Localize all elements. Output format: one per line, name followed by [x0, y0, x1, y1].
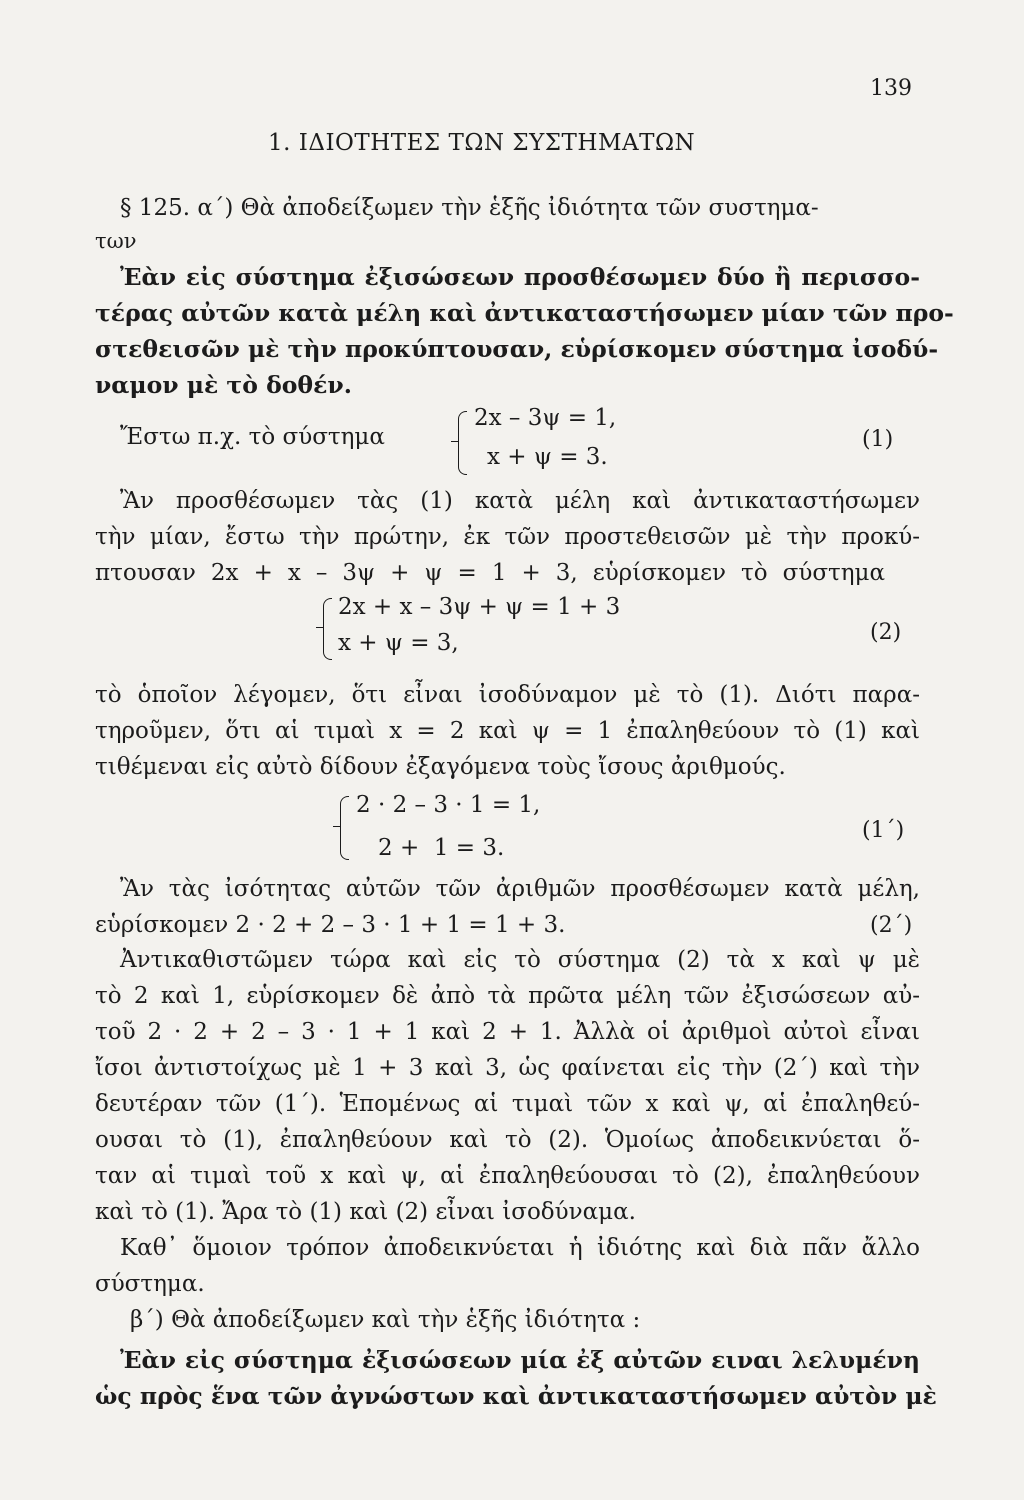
- paragraph-line: ταν αἱ τιμαὶ τοῦ x καὶ ψ, αἱ ἐπαληθεύουσαι τὸ (2), ἐπαληθεύουν: [95, 1163, 920, 1189]
- theorem1-line: ναμον μὲ τὸ δοθέν.: [95, 371, 352, 399]
- system1-label: (1): [862, 427, 894, 452]
- intro-line: § 125. α΄) Θὰ ἀποδείξωμεν τὴν ἑξῆς ἰδιότητα τῶν συστημα-: [120, 195, 819, 221]
- paragraph-line: τὸ ὁποῖον λέγομεν, ὅτι εἶναι ἰσοδύναμον μὲ τὸ (1). Διότι παρα-: [95, 682, 920, 708]
- system1-brace-tip: [451, 441, 458, 442]
- paragraph-line: τὸ 2 καὶ 1, εὑρίσκομεν δὲ ἀπὸ τὰ πρῶτα μέλη τῶν ἐξισώσεων αὐ-: [95, 983, 920, 1009]
- section-heading: 1. ΙΔΙΟΤΗΤΕΣ ΤΩΝ ΣΥΣΤΗΜΑΤΩΝ: [268, 130, 696, 156]
- theorem1-line: στεθεισῶν μὲ τὴν προκύπτουσαν, εὑρίσκομεν σύστημα ἰσοδύ-: [95, 335, 939, 363]
- theorem2-line: Ἐὰν εἰς σύστημα ἐξισώσεων μία ἐξ αὐτῶν ειναι λελυμένη: [120, 1346, 920, 1374]
- part-b-intro: β΄) Θὰ ἀποδείξωμεν καὶ τὴν ἑξῆς ἰδιότητα :: [130, 1307, 641, 1333]
- system1-eq1: 2x – 3ψ = 1,: [474, 405, 617, 431]
- paragraph-line: καὶ τὸ (1). Ἄρα τὸ (1) καὶ (2) εἶναι ἰσοδύναμα.: [95, 1199, 636, 1225]
- system2-eq1: 2x + x – 3ψ + ψ = 1 + 3: [338, 594, 621, 620]
- paragraph-line: ουσαι τὸ (1), ἐπαληθεύουν καὶ τὸ (2). Ὁμοίως ἀποδεικνύεται ὅ-: [95, 1127, 920, 1153]
- paragraph-line: Ἂν τὰς ἰσότητας αὐτῶν τῶν ἀριθμῶν προσθέσωμεν κατὰ μέλη,: [120, 876, 920, 902]
- paragraph-line: εὑρίσκομεν 2 · 2 + 2 – 3 · 1 + 1 = 1 + 3.: [95, 912, 566, 938]
- paragraph-line: Ἂν προσθέσωμεν τὰς (1) κατὰ μέλη καὶ ἀντικαταστήσωμεν: [120, 488, 920, 514]
- system3-brace-tip: [333, 826, 340, 827]
- paragraph-line: τιθέμεναι εἰς αὐτὸ δίδουν ἐξαγόμενα τοὺς ἴσους ἀριθμούς.: [95, 754, 786, 780]
- paragraph-line: τοῦ 2 · 2 + 2 – 3 · 1 + 1 καὶ 2 + 1. Ἀλλὰ οἱ ἀριθμοὶ αὐτοὶ εἶναι: [95, 1019, 920, 1045]
- theorem1-line: τέρας αὐτῶν κατὰ μέλη καὶ ἀντικαταστήσωμεν μίαν τῶν προ-: [95, 299, 954, 327]
- theorem2-line: ὡς πρὸς ἕνα τῶν ἀγνώστων καὶ ἀντικαταστήσωμεν αὐτὸν μὲ: [95, 1382, 937, 1410]
- paragraph-line: δευτέραν τῶν (1΄). Ἑπομένως αἱ τιμαὶ τῶν x καὶ ψ, αἱ ἐπαληθεύ-: [95, 1091, 920, 1117]
- system2-brace-tip: [316, 627, 323, 628]
- intro-line-cont: των: [95, 229, 137, 253]
- example-label: Ἔστω π.χ. τὸ σύστημα: [120, 424, 385, 450]
- system1-eq2: x + ψ = 3.: [487, 444, 608, 470]
- page-number: 139: [870, 76, 912, 101]
- system1-brace: [458, 411, 467, 475]
- paragraph-line: Ἀντικαθιστῶμεν τώρα καὶ εἰς τὸ σύστημα (2) τὰ x καὶ ψ μὲ: [120, 947, 920, 973]
- equation-2-prime-label: (2΄): [870, 913, 913, 938]
- system2-label: (2): [870, 620, 902, 645]
- paragraph-line: σύστημα.: [95, 1271, 205, 1297]
- system3-eq2: 2 + 1 = 3.: [378, 835, 505, 861]
- paragraph-line: τὴν μίαν, ἔστω τὴν πρώτην, ἐκ τῶν προστεθεισῶν μὲ τὴν προκύ-: [95, 524, 920, 550]
- paragraph-line: πτουσαν 2x + x – 3ψ + ψ = 1 + 3, εὑρίσκομεν τὸ σύστημα: [95, 560, 885, 586]
- paragraph-line: ἴσοι ἀντιστοίχως μὲ 1 + 3 καὶ 3, ὡς φαίνεται εἰς τὴν (2΄) καὶ τὴν: [95, 1055, 920, 1081]
- system3-brace: [340, 796, 349, 860]
- system3-label: (1΄): [862, 818, 905, 843]
- system2-brace: [323, 598, 332, 660]
- theorem1-line: Ἐὰν εἰς σύστημα ἐξισώσεων προσθέσωμεν δύο ἢ περισσο-: [120, 263, 920, 291]
- system3-eq1: 2 · 2 – 3 · 1 = 1,: [356, 792, 541, 818]
- paragraph-line: τηροῦμεν, ὅτι αἱ τιμαὶ x = 2 καὶ ψ = 1 ἐπαληθεύουν τὸ (1) καὶ: [95, 718, 920, 744]
- system2-eq2: x + ψ = 3,: [338, 630, 459, 656]
- paragraph-line: Καθ᾿ ὅμοιον τρόπον ἀποδεικνύεται ἡ ἰδιότης καὶ διὰ πᾶν ἄλλο: [120, 1235, 920, 1261]
